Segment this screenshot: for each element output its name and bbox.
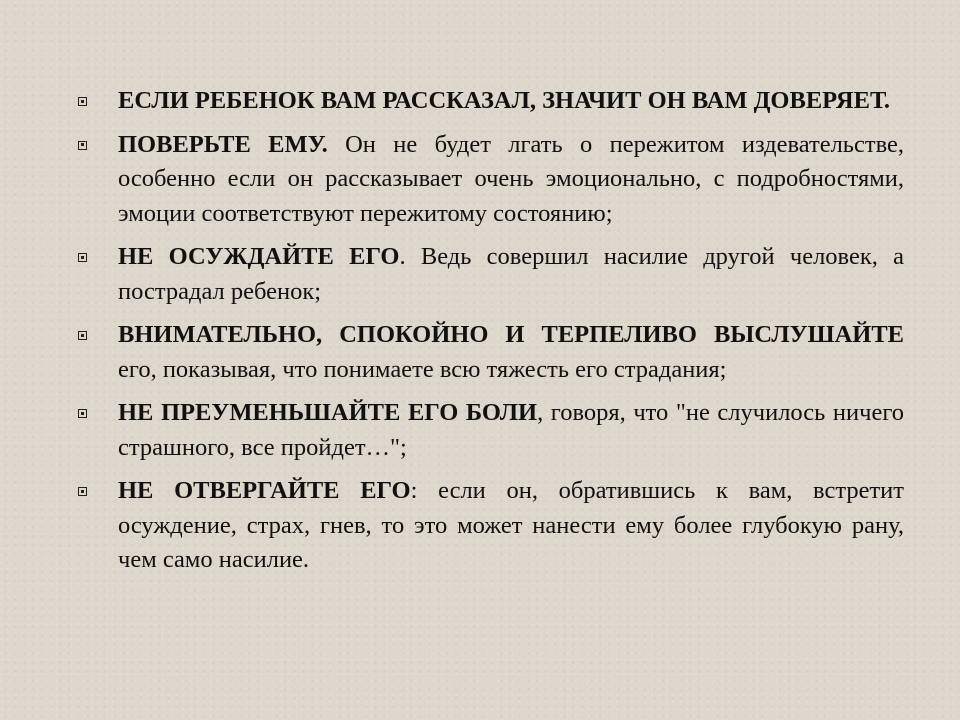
bullet-bold-text: ЕСЛИ РЕБЕНОК ВАМ РАССКАЗАЛ, ЗНАЧИТ ОН ВАМ ДОВЕРЯЕТ. (118, 87, 890, 114)
bullet-bold-text: НЕ ПРЕУМЕНЬШАЙТЕ ЕГО БОЛИ (118, 399, 538, 426)
bullet-text: его, показывая, что понимаете всю тяжесть его страдания; (118, 355, 727, 383)
bullet-list (78, 84, 904, 578)
bullet-bold-text: НЕ ОТВЕРГАЙТЕ ЕГО (118, 477, 411, 504)
square-bullet-icon (78, 331, 87, 340)
square-bullet-icon (78, 409, 87, 418)
bullet-text: Он не будет лгать о пережитом издевательстве, особенно если он рассказывает очень эмоционально, с подробностями, эмоции соответствуют пережитому состоянию; (118, 130, 904, 227)
square-bullet-icon (78, 487, 87, 496)
bullet-text: , говоря, что "не случилось ничего страшного, все пройдет…"; (118, 399, 905, 461)
square-bullet-icon (78, 97, 87, 106)
bullet-text: . Ведь совершил насилие другой человек, а пострадал ребенок; (118, 243, 905, 305)
bullet-item (78, 318, 904, 387)
bullet-item (78, 396, 904, 465)
bullet-item (78, 474, 904, 578)
slide-content (78, 84, 904, 587)
bullet-text: : если он, обратившись к вам, встретит осуждение, страх, гнев, то это может нанести ему более глубокую рану, чем само насилие. (118, 477, 904, 573)
bullet-bold-text: ВНИМАТЕЛЬНО, СПОКОЙНО И ТЕРПЕЛИВО ВЫСЛУШАЙТЕ (118, 321, 904, 348)
bullet-item (78, 128, 904, 232)
bullet-item (78, 240, 904, 309)
square-bullet-icon (78, 141, 87, 150)
bullet-bold-text: НЕ ОСУЖДАЙТЕ ЕГО (118, 243, 400, 270)
bullet-item (78, 84, 904, 119)
square-bullet-icon (78, 253, 87, 262)
bullet-bold-text: ПОВЕРЬТЕ ЕМУ. (118, 130, 328, 158)
